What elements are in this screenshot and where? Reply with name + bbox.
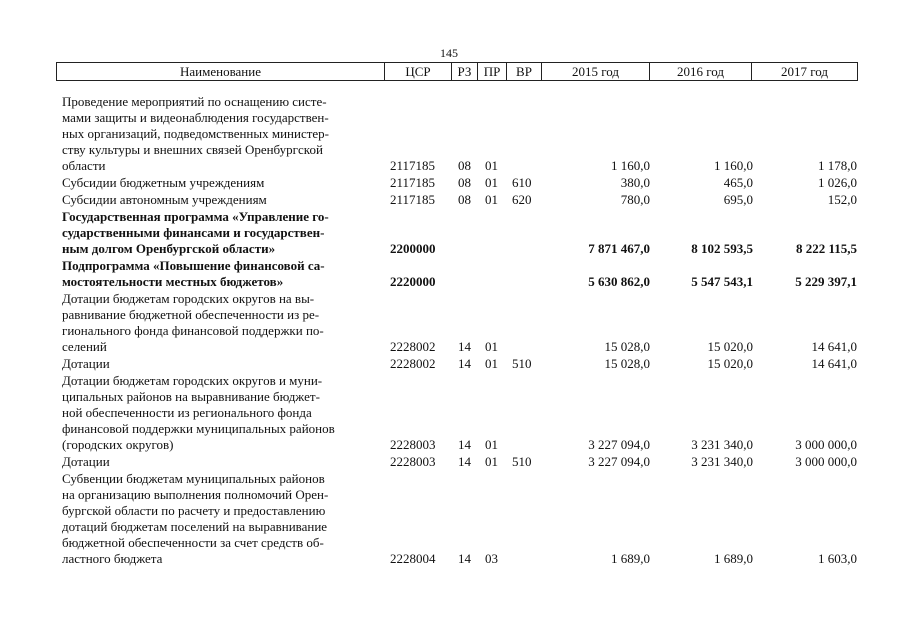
row-name: Дотации бюджетам городских округов на вы- равнивание бюджетной обеспеченности из ре- гионального фонда финансовой поддержки по- селений [62, 291, 324, 354]
header-year-2016: 2016 год [650, 63, 752, 81]
table-row [0, 291, 905, 355]
row-name: Субсидии бюджетным учреждениям [62, 175, 265, 190]
table-row [0, 471, 905, 567]
row-pr: 01 [485, 356, 498, 371]
row-2015: 15 028,0 [604, 356, 650, 371]
row-2017: 152,0 [827, 192, 857, 207]
table-row [0, 192, 905, 208]
row-2015: 5 630 862,0 [588, 274, 650, 289]
header-year-2015: 2015 год [542, 63, 650, 81]
row-rz: 14 [458, 551, 471, 566]
table-row [0, 94, 905, 174]
row-2015: 7 871 467,0 [588, 241, 650, 256]
table-row [0, 356, 905, 372]
row-2016: 15 020,0 [707, 356, 753, 371]
header-rz: РЗ [452, 63, 478, 81]
row-2015: 380,0 [620, 175, 650, 190]
row-csr: 2200000 [390, 241, 436, 256]
row-name: Подпрограмма «Повышение финансовой са- мостоятельности местных бюджетов» [62, 258, 325, 289]
row-csr: 2228004 [390, 551, 436, 566]
row-rz: 14 [458, 437, 471, 452]
row-2016: 1 689,0 [714, 551, 753, 566]
row-rz: 14 [458, 454, 471, 469]
row-csr: 2117185 [390, 175, 436, 190]
row-2016: 1 160,0 [714, 158, 753, 173]
row-pr: 01 [485, 192, 498, 207]
row-2017: 8 222 115,5 [795, 241, 857, 256]
row-pr: 01 [485, 175, 498, 190]
row-2017: 3 000 000,0 [795, 437, 857, 452]
table-row [0, 175, 905, 191]
header-vr: ВР [507, 63, 542, 81]
row-name: Субвенции бюджетам муниципальных районов на организацию выполнения полномочий Орен- бургской области по расчету и предоставлению дотаций бюджетам поселений на выравнивание бюджетной обеспеченности за счет средств об- ластного бюджета [62, 471, 329, 566]
row-pr: 01 [485, 454, 498, 469]
row-name: Проведение мероприятий по оснащению систе- мами защиты и видеонаблюдения государствен- ных организаций, подведомственных министер- ству культуры и внешних связей Оренбургской области [62, 94, 330, 173]
row-rz: 14 [458, 339, 471, 354]
row-2016: 695,0 [723, 192, 753, 207]
row-csr: 2117185 [390, 192, 436, 207]
row-2017: 1 178,0 [818, 158, 857, 173]
row-2015: 1 160,0 [611, 158, 650, 173]
row-pr: 03 [485, 551, 498, 566]
row-2016: 8 102 593,5 [691, 241, 753, 256]
row-2017: 5 229 397,1 [795, 274, 857, 289]
row-2016: 3 231 340,0 [691, 437, 753, 452]
row-vr: 510 [512, 454, 532, 469]
table-header [56, 62, 858, 81]
row-rz: 08 [458, 158, 471, 173]
row-vr: 510 [512, 356, 532, 371]
header-csr: ЦСР [385, 63, 452, 81]
row-2017: 14 641,0 [811, 339, 857, 354]
row-vr: 610 [512, 175, 532, 190]
row-2017: 3 000 000,0 [795, 454, 857, 469]
table-body [0, 94, 905, 568]
row-name: Государственная программа «Управление го- сударственными финансами и государствен- ным долгом Оренбургской области» [62, 209, 329, 256]
row-2015: 780,0 [620, 192, 650, 207]
row-2017: 14 641,0 [811, 356, 857, 371]
row-2015: 15 028,0 [604, 339, 650, 354]
row-csr: 2117185 [390, 158, 436, 173]
table-row [0, 373, 905, 453]
row-name: Дотации бюджетам городских округов и муни- ципальных районов на выравнивание бюджет- ной обеспеченности из регионального фонда финансовой поддержки муниципальных районов (городских округов) [62, 373, 335, 452]
row-csr: 2228002 [390, 356, 436, 371]
header-name: Наименование [57, 63, 385, 81]
row-2017: 1 026,0 [818, 175, 857, 190]
row-rz: 08 [458, 192, 471, 207]
row-name: Дотации [62, 454, 110, 469]
row-name: Дотации [62, 356, 110, 371]
row-2016: 5 547 543,1 [691, 274, 753, 289]
table-row-program [0, 209, 905, 257]
header-pr: ПР [478, 63, 507, 81]
row-csr: 2228002 [390, 339, 436, 354]
row-rz: 14 [458, 356, 471, 371]
row-vr: 620 [512, 192, 532, 207]
row-2017: 1 603,0 [818, 551, 857, 566]
table-row-subprogram [0, 258, 905, 290]
row-pr: 01 [485, 158, 498, 173]
row-2016: 465,0 [723, 175, 753, 190]
row-rz: 08 [458, 175, 471, 190]
row-2016: 3 231 340,0 [691, 454, 753, 469]
row-csr: 2228003 [390, 437, 436, 452]
row-pr: 01 [485, 437, 498, 452]
row-name: Субсидии автономным учреждениям [62, 192, 267, 207]
header-year-2017: 2017 год [752, 63, 858, 81]
page-number: 145 [440, 46, 458, 60]
row-pr: 01 [485, 339, 498, 354]
row-2015: 3 227 094,0 [588, 437, 650, 452]
row-csr: 2228003 [390, 454, 436, 469]
table-row [0, 454, 905, 470]
row-2015: 3 227 094,0 [588, 454, 650, 469]
row-2016: 15 020,0 [707, 339, 753, 354]
row-csr: 2220000 [390, 274, 436, 289]
row-2015: 1 689,0 [611, 551, 650, 566]
